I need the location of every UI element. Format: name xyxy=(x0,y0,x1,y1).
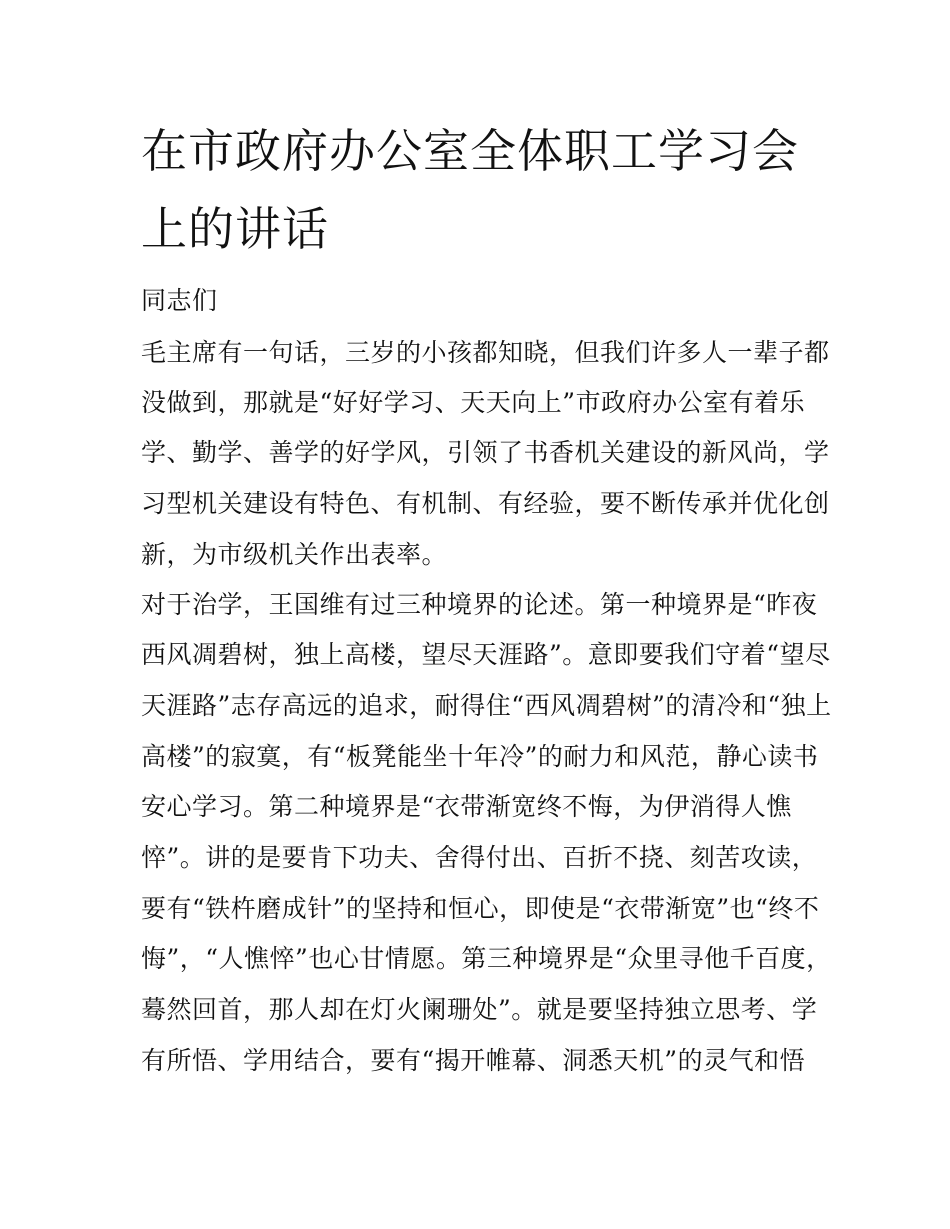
body-line: 新，为市级机关作出表率。 xyxy=(141,540,448,569)
body-line: 高楼”的寂寞，有“板凳能坐十年冷”的耐力和风范，静心读书 xyxy=(141,742,819,771)
page-title: 在市政府办公室全体职工学习会上的讲话 xyxy=(141,124,799,256)
body-line: 有所悟、学用结合，要有“揭开帷幕、洞悉天机”的灵气和悟 xyxy=(141,1046,806,1075)
body-line: 蓦然回首，那人却在灯火阑珊处”。就是要坚持独立思考、学 xyxy=(141,995,818,1024)
body-line: 习型机关建设有特色、有机制、有经验，要不断传承并优化创 xyxy=(141,489,830,518)
salutation: 同志们 xyxy=(141,286,218,315)
body-line: 毛主席有一句话，三岁的小孩都知晓，但我们许多人一辈子都 xyxy=(141,338,830,367)
body-line: 学、勤学、善学的好学风，引领了书香机关建设的新风尚，学 xyxy=(141,438,830,467)
body-line: 没做到，那就是“好好学习、天天向上”市政府办公室有着乐 xyxy=(141,388,806,417)
body-line: 要有“铁杵磨成针”的坚持和恒心，即使是“衣带渐宽”也“终不 xyxy=(141,894,820,923)
body-line: 对于治学，王国维有过三种境界的论述。第一种境界是“昨夜 xyxy=(141,590,818,619)
body-line: 悴”。讲的是要肯下功夫、舍得付出、百折不挠、刻苦攻读， xyxy=(141,843,818,872)
body-line: 西风凋碧树，独上高楼，望尽天涯路”。意即要我们守着“望尽 xyxy=(141,640,831,669)
body-line: 天涯路”志存高远的追求，耐得住“西风凋碧树”的清冷和“独上 xyxy=(141,691,832,720)
body-line: 悔”，“人憔悴”也心甘情愿。第三种境界是“众里寻他千百度， xyxy=(141,944,832,973)
body-line: 安心学习。第二种境界是“衣带渐宽终不悔，为伊消得人憔 xyxy=(141,792,792,821)
